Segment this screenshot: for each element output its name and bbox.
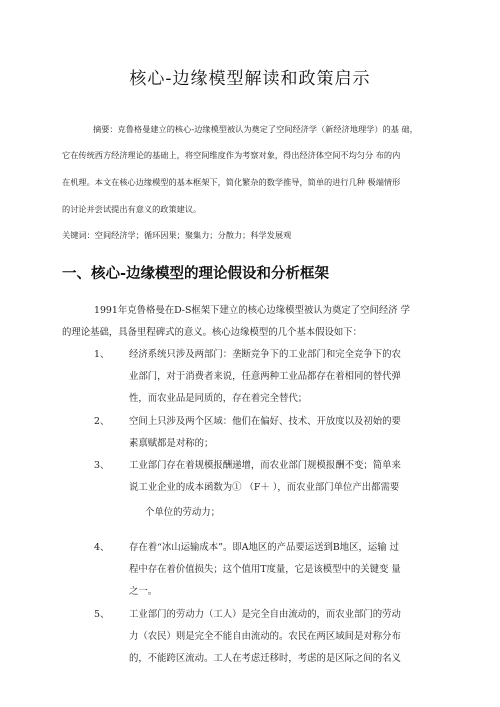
abstract-line: 在机理。本文在核心边缘模型的基本框架下，简化繁杂的数学推导，简单的进行几种 极端情形	[62, 177, 401, 187]
item-number: 5、	[94, 609, 110, 620]
item-line: 空间上只涉及两个区域：他们在偏好、技术、开放度以及初始的要	[129, 416, 401, 427]
item-line: 工业部门存在着规模报酬递增，而农业部门规模报酬不变；简单来	[129, 460, 401, 471]
document-title: 核心-边缘模型解读和政策启示	[129, 69, 371, 89]
item-line: 经济系统只涉及两部门：垄断竞争下的工业部门和完全竞争下的农	[129, 349, 401, 360]
item-number: 2、	[94, 416, 110, 427]
item-line: 说工业企业的成本函数为① （F＋ ），而农业部门单位产出都需要	[129, 482, 400, 493]
item-line: 工业部门的劳动力（工人）是完全自由流动的，而农业部门的劳动	[129, 609, 401, 620]
item-line: 力（农民）则是完全不能自由流动的。农民在两区域间是对称分布	[129, 631, 401, 642]
item-line: 业部门，对于消费者来说，任意两种工业品都存在着相同的替代弹	[129, 371, 401, 382]
item-line: 素禀赋都是对称的；	[129, 438, 214, 449]
item-line: 的，不能跨区流动。工人在考虑迁移时，考虑的是区际之间的名义	[129, 653, 401, 664]
item-line: 性，而农业品是同质的，存在着完全替代；	[129, 393, 308, 404]
item-line: 程中存在着价值损失；这个值用T度量，它是该模型中的关键变 量	[129, 564, 401, 575]
intro-line: 1991年克鲁格曼在D-S框架下建立的核心边缘模型被认为奠定了空间经济 学	[94, 305, 410, 316]
section-heading: 一、核心-边缘模型的理论假设和分析框架	[62, 266, 330, 282]
item-line: 之一。	[129, 586, 158, 597]
keywords: 关键词：空间经济学；循环因果；聚集力；分散力；科学发展观	[62, 230, 292, 240]
item-number: 1、	[94, 349, 110, 360]
item-number: 4、	[94, 542, 110, 553]
intro-line: 的理论基础，具备里程碑式的意义。核心边缘模型的几个基本假设如下：	[62, 327, 363, 338]
item-number: 3、	[94, 460, 110, 471]
abstract-line: 摘要：克鲁格曼建立的核心-边缘模型被认为奠定了空间经济学（新经济地理学）的基 础，	[93, 124, 418, 134]
item-line: 存在着“冰山运输成本”。即A地区的产品要运送到B地区，运输 过	[129, 542, 399, 553]
item-line: 个单位的劳动力；	[145, 507, 221, 518]
abstract-line: 它在传统西方经济理论的基础上，将空间维度作为考察对象，得出经济体空间不均匀分 布的内	[62, 150, 401, 160]
abstract-line: 的讨论并尝试提出有意义的政策建议。	[62, 204, 202, 214]
